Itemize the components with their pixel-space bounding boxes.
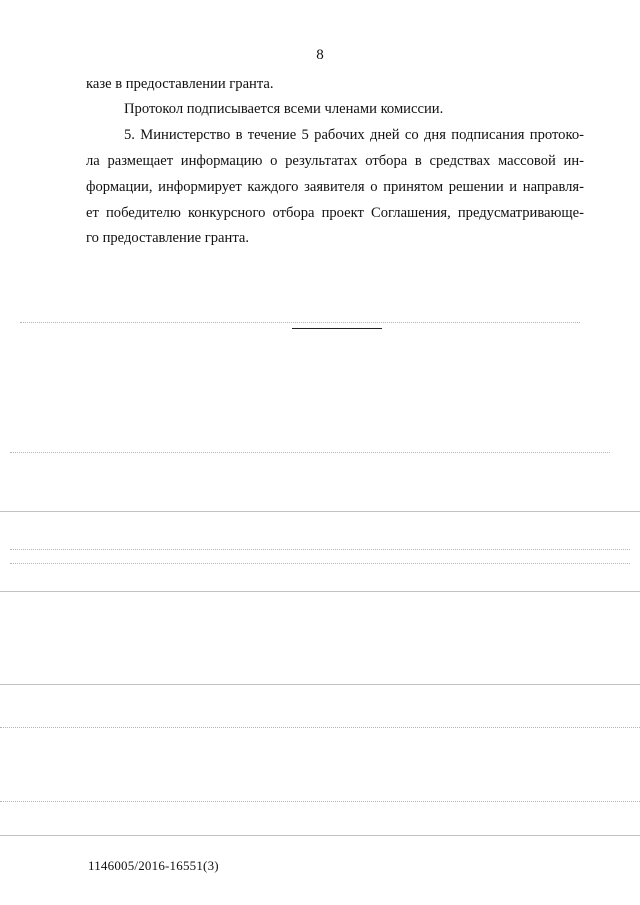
- paragraph-line: 5. Министерство в течение 5 рабочих дней со дня подписания протоко-: [124, 127, 584, 143]
- scan-artifact-line: [20, 322, 580, 323]
- scan-artifact-line: [10, 452, 610, 453]
- paragraph-line: казе в предоставлении гранта.: [86, 76, 274, 92]
- scan-artifact-line: [0, 835, 640, 836]
- paragraph-line: формации, информирует каждого заявителя о принятом решении и направля-: [86, 179, 584, 195]
- paragraph-line: ла размещает информацию о результатах отбора в средствах массовой ин-: [86, 153, 584, 169]
- scan-artifact-line: [0, 591, 640, 592]
- scan-artifact-line: [0, 727, 640, 728]
- paragraph-line: Протокол подписывается всеми членами комиссии.: [124, 101, 444, 117]
- scan-artifact-line: [0, 801, 640, 802]
- scan-artifact-line: [0, 511, 640, 512]
- paragraph-line: ет победителю конкурсного отбора проект Соглашения, предусматривающе-: [86, 205, 584, 221]
- scan-artifact-line: [10, 563, 630, 564]
- paragraph-line: го предоставление гранта.: [86, 230, 250, 246]
- document-number: 1146005/2016-16551(3): [88, 858, 219, 873]
- scan-artifact-line: [10, 549, 630, 550]
- scan-artifact-line: [0, 684, 640, 685]
- page-number: 8: [316, 47, 324, 63]
- separator-rule: [292, 328, 382, 329]
